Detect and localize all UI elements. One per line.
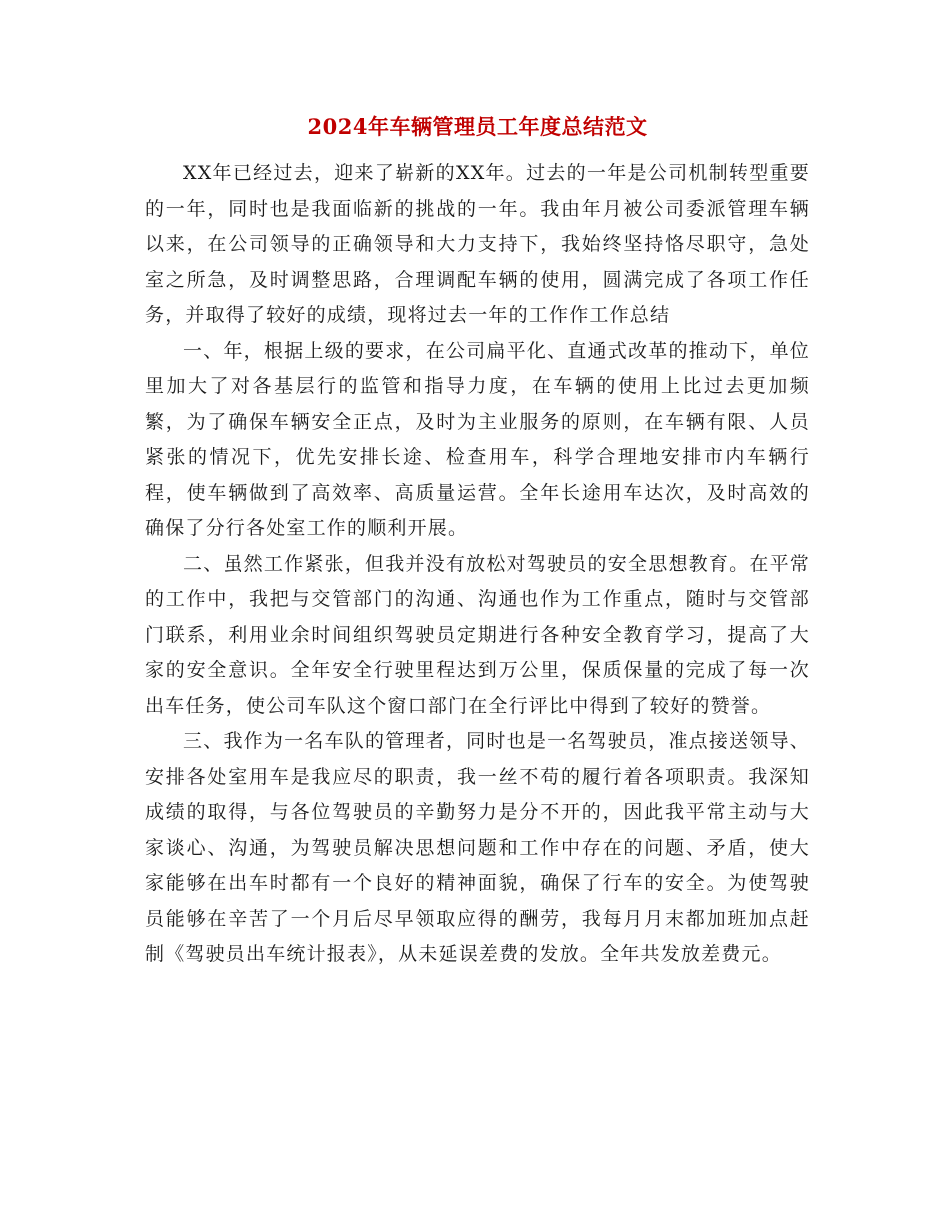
paragraph-section-1: 一、年，根据上级的要求，在公司扁平化、直通式改革的推动下，单位里加大了对各基层行的监管和指导力度，在车辆的使用上比过去更加频繁，为了确保车辆安全正点，及时为主业服务的原则，在车辆有限、人员紧张的情况下，优先安排长途、检查用车，科学合理地安排市内车辆行程，使车辆做到了高效率、高质量运营。全年长途用车达次，及时高效的确保了分行各处室工作的顺利开展。 — [145, 339, 810, 539]
document-page — [145, 112, 810, 973]
paragraph-section-3: 三、我作为一名车队的管理者，同时也是一名驾驶员，准点接送领导、安排各处室用车是我应尽的职责，我一丝不苟的履行着各项职责。我深知成绩的取得，与各位驾驶员的辛勤努力是分不开的，因此我平常主动与大家谈心、沟通，为驾驶员解决思想问题和工作中存在的问题、矛盾，使大家能够在出车时都有一个良好的精神面貌，确保了行车的安全。为使驾驶员能够在辛苦了一个月后尽早领取应得的酬劳，我每月月末都加班加点赶制《驾驶员出车统计报表》，从未延误差费的发放。全年共发放差费元。 — [145, 730, 810, 965]
document-title: 2024年车辆管理员工年度总结范文 — [307, 114, 648, 139]
paragraph-intro: XX年已经过去，迎来了崭新的XX年。过去的一年是公司机制转型重要的一年，同时也是我面临新的挑战的一年。我由年月被公司委派管理车辆以来，在公司领导的正确领导和大力支持下，我始终坚持恪尽职守，急处室之所急，及时调整思路，合理调配车辆的使用，圆满完成了各项工作任务，并取得了较好的成绩，现将过去一年的工作作工作总结 — [145, 162, 810, 326]
paragraph-section-2: 二、虽然工作紧张，但我并没有放松对驾驶员的安全思想教育。在平常的工作中，我把与交管部门的沟通、沟通也作为工作重点，随时与交管部门联系，利用业余时间组织驾驶员定期进行各种安全教育学习，提高了大家的安全意识。全年安全行驶里程达到万公里，保质保量的完成了每一次出车任务，使公司车队这个窗口部门在全行评比中得到了较好的赞誉。 — [145, 552, 810, 717]
